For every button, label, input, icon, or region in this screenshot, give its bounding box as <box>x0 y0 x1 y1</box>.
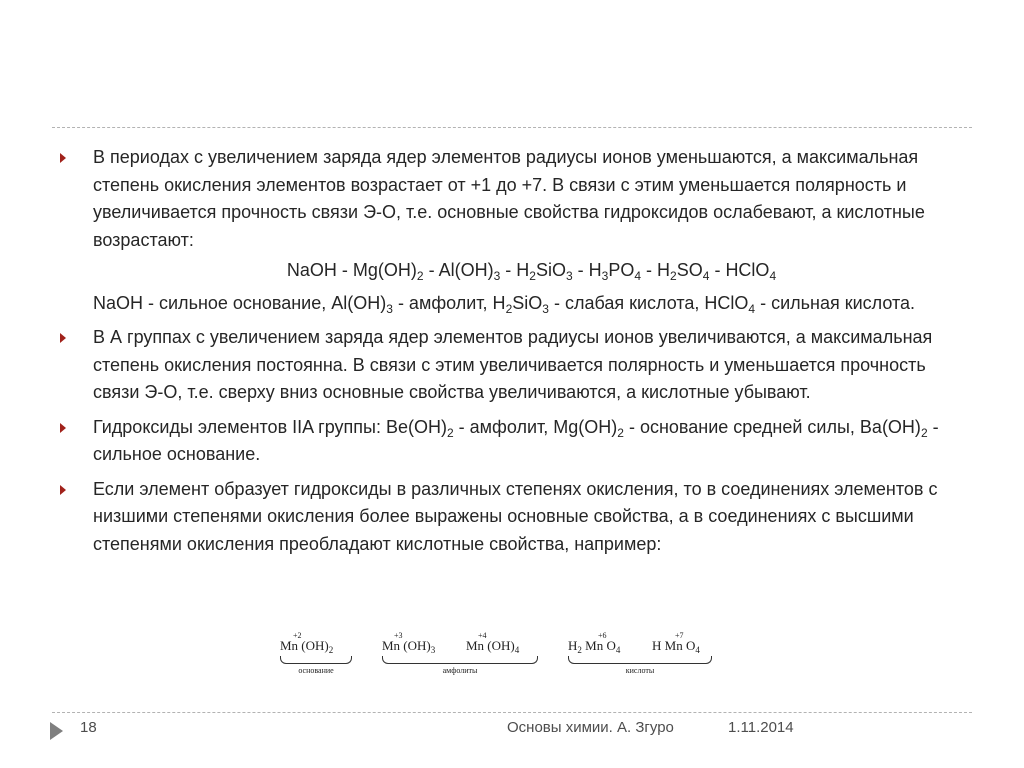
top-divider <box>52 127 972 128</box>
slide-content <box>60 144 970 565</box>
footer-date: 1.11.2014 <box>728 719 794 736</box>
bullet-arrow-icon <box>60 153 66 163</box>
bullet-item <box>60 144 970 317</box>
footer-title: Основы химии. А. Згуро <box>507 719 674 736</box>
formula-mn-oh2: +2 Mn $(OH)_2$ <box>280 631 334 655</box>
bullet-text: В периодах с увеличением заряда ядер элементов радиусы ионов уменьшаются, а максимальная степень окисления элементов возрастает от +1 до +7. В связи с этим уменьшается полярность и увеличивается прочность связи Э-О, т.е. основные свойства гидроксидов ослабевают, а кислотные возрастают: <box>93 147 925 250</box>
bullet-item <box>60 324 970 407</box>
label-base: основание <box>298 666 334 675</box>
label-acids: кислоты <box>625 666 655 675</box>
formula-mn-oh3: +3 Mn $(OH)_3$ <box>382 631 436 655</box>
formula-h2mno4: +6 $H_2$ Mn $O_4$ <box>568 631 621 655</box>
bullet-arrow-icon <box>60 423 66 433</box>
label-amphoteric: амфолиты <box>442 666 478 675</box>
bullet-item <box>60 476 970 559</box>
page-number: 18 <box>80 719 97 736</box>
bullet-text: В А группах с увеличением заряда ядер элементов радиусы ионов увеличиваются, а максимальная степень окисления постоянна. В связи с этим увеличивается полярность и уменьшается прочность связи Э-О, т.е. сверху вниз основные свойства увеличиваются, а кислотные убывают. <box>93 327 933 402</box>
bullet-arrow-icon <box>60 485 66 495</box>
bullet-item <box>60 414 970 469</box>
previous-slide-icon[interactable] <box>50 722 63 740</box>
formula-mn-oh4: +4 Mn $(OH)_4$ <box>466 631 520 655</box>
bottom-divider <box>52 712 972 713</box>
bullet-text: Если элемент образует гидроксиды в различных степенях окисления, то в соединениях элементов с низшими степенями окисления более выражены основные свойства, а в соединениях с высшими степенями окисления преобладают кислотные свойства, например: <box>93 478 938 554</box>
hydroxide-series: NaOH - $Mg(OH)_2 - Al(OH)_3 - H_2SiO_3 - H_3PO_4 - H_2SO_4$ - HClO$_4$ <box>286 260 777 283</box>
brace-amphoteric <box>382 656 538 664</box>
formula-hmno4: +7 H Mn $O_4$ <box>652 631 700 655</box>
bullet-text: Гидроксиды элементов IIA группы: $Be(OH)_2$ - амфолит, $Mg(OH)_2$ - основание средней силы, $Ba(OH)_2$ - сильное основание. <box>93 416 939 464</box>
properties-text: NaOH - сильное основание, $Al(OH)_3$ - амфолит, $H_2SiO_3$ - слабая кислота, HClO$_4$ - сильная кислота. <box>93 292 916 316</box>
brace-base <box>280 656 352 664</box>
brace-acids <box>568 656 712 664</box>
bullet-arrow-icon <box>60 333 66 343</box>
